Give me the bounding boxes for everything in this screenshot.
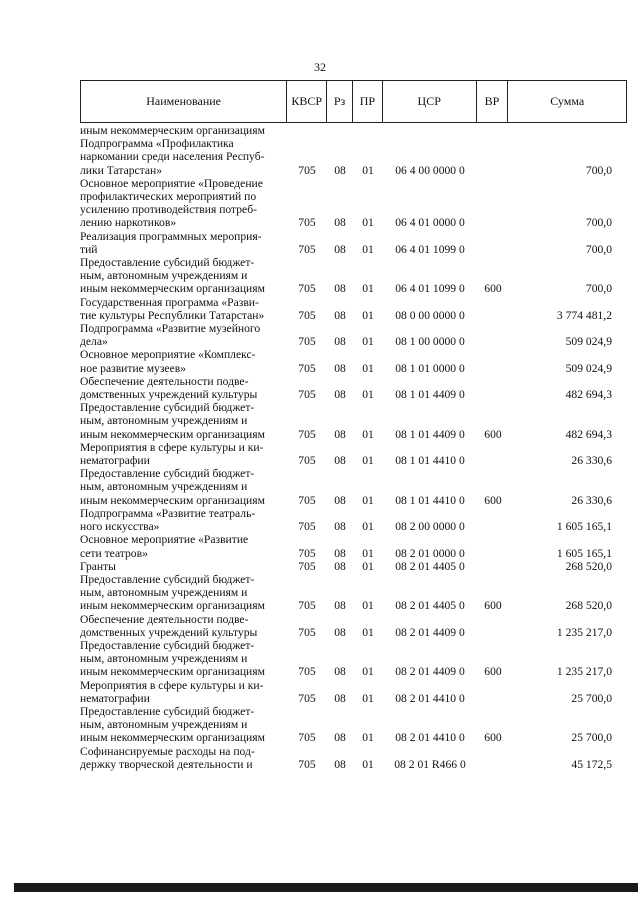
- row-kvsr: 705: [298, 520, 316, 534]
- row-name-line: иным некоммерческим организациям: [80, 427, 265, 441]
- row-name-line: иным некоммерческим организациям: [80, 282, 265, 296]
- row-kvsr: 705: [298, 361, 316, 375]
- row-csr: 08 2 01 4405 0: [395, 599, 465, 613]
- row-pr: 01: [362, 388, 374, 402]
- row-name-line: дела»: [80, 335, 108, 349]
- row-name: [80, 507, 287, 533]
- row-csr: 08 1 01 4410 0: [395, 454, 465, 468]
- row-name: [80, 467, 287, 507]
- table-row: [80, 256, 627, 296]
- row-pr: 01: [362, 546, 374, 560]
- row-csr: 08 1 01 0000 0: [395, 361, 465, 375]
- row-kvsr: 705: [298, 282, 316, 296]
- row-rz: 08: [334, 691, 346, 705]
- row-sum: 482 694,3: [565, 388, 612, 402]
- row-name-line: иным некоммерческим организациям: [80, 493, 265, 507]
- row-rz: 08: [334, 546, 346, 560]
- row-csr: 08 2 01 4410 0: [395, 731, 465, 745]
- row-name-line: ным, автономным учреждениям и: [80, 652, 248, 666]
- row-vr: 600: [484, 493, 502, 507]
- row-pr: 01: [362, 216, 374, 230]
- row-csr: 08 2 01 4405 0: [395, 559, 465, 573]
- table-row: [80, 441, 627, 467]
- row-rz: 08: [334, 163, 346, 177]
- row-sum: 25 700,0: [571, 691, 612, 705]
- row-name-line: домственных учреждений культуры: [80, 388, 258, 402]
- row-name: [80, 296, 287, 322]
- row-pr: 01: [362, 454, 374, 468]
- row-name: [80, 322, 287, 348]
- table-row: [80, 639, 627, 679]
- page-number: 32: [314, 60, 326, 74]
- row-name-line: Реализация программных мероприя-: [80, 229, 262, 243]
- row-rz: 08: [334, 216, 346, 230]
- row-name-line: Предоставление субсидий бюджет-: [80, 572, 255, 586]
- row-vr: 600: [484, 427, 502, 441]
- row-name-line: ным, автономным учреждениям и: [80, 586, 248, 600]
- row-name-line: Мероприятия в сфере культуры и ки-: [80, 440, 264, 454]
- row-sum: 268 520,0: [565, 599, 612, 613]
- row-kvsr: 705: [298, 625, 316, 639]
- header-csr: ЦСР: [383, 81, 477, 122]
- row-name-line: Обеспечение деятельности подве-: [80, 374, 249, 388]
- table-row: [80, 401, 627, 441]
- row-name-line: Мероприятия в сфере культуры и ки-: [80, 678, 264, 692]
- row-name-line: иным некоммерческим организациям: [80, 665, 265, 679]
- row-pr: 01: [362, 520, 374, 534]
- header-sum: Сумма: [550, 94, 585, 108]
- table-row: [80, 507, 627, 533]
- table-row: [80, 745, 627, 771]
- row-csr: 08 2 01 4409 0: [395, 625, 465, 639]
- row-pr: 01: [362, 242, 374, 256]
- row-name: [80, 573, 287, 613]
- row-name-line: Предоставление субсидий бюджет-: [80, 467, 255, 481]
- row-vr: 600: [484, 731, 502, 745]
- row-rz: 08: [334, 335, 346, 349]
- row-pr: 01: [362, 493, 374, 507]
- row-csr: 08 2 01 0000 0: [395, 546, 465, 560]
- row-name: [80, 256, 287, 296]
- table-row: [80, 322, 627, 348]
- row-kvsr: 705: [298, 335, 316, 349]
- row-name-line: ным, автономным учреждениям и: [80, 718, 248, 732]
- table-row: [80, 137, 627, 177]
- row-name-line: ным, автономным учреждениям и: [80, 414, 248, 428]
- row-kvsr: 705: [298, 731, 316, 745]
- row-sum: 26 330,6: [571, 493, 612, 507]
- table-row: [80, 679, 627, 705]
- row-rz: 08: [334, 242, 346, 256]
- row-name-line: усилению противодействия потреб-: [80, 203, 257, 217]
- row-name: [80, 613, 287, 639]
- table-row: [80, 560, 627, 573]
- row-pr: 01: [362, 308, 374, 322]
- row-name-line: наркомании среди населения Респуб-: [80, 150, 265, 164]
- row-vr: 600: [484, 665, 502, 679]
- row-name-line: Предоставление субсидий бюджет-: [80, 704, 255, 718]
- row-csr: 08 1 01 4409 0: [395, 388, 465, 402]
- row-csr: 08 1 01 4410 0: [395, 493, 465, 507]
- table-row: [80, 613, 627, 639]
- header-name: Наименование: [81, 81, 287, 122]
- row-name-line: нематографии: [80, 691, 150, 705]
- row-name-line: Обеспечение деятельности подве-: [80, 612, 249, 626]
- row-name-line: иным некоммерческим организациям: [80, 731, 265, 745]
- row-csr: 06 4 01 1099 0: [395, 282, 465, 296]
- row-rz: 08: [334, 599, 346, 613]
- table-row: [80, 230, 627, 256]
- row-kvsr: 705: [298, 216, 316, 230]
- row-sum: 700,0: [585, 163, 612, 177]
- row-sum: 268 520,0: [565, 559, 612, 573]
- table-header: [80, 80, 627, 123]
- row-name-line: домственных учреждений культуры: [80, 625, 258, 639]
- table-row: [80, 177, 627, 230]
- row-kvsr: 705: [298, 454, 316, 468]
- row-name-line: Софинансируемые расходы на под-: [80, 744, 255, 758]
- row-kvsr: 705: [298, 163, 316, 177]
- row-pr: 01: [362, 599, 374, 613]
- row-name-line: тие культуры Республики Татарстан»: [80, 308, 265, 322]
- row-kvsr: 705: [298, 388, 316, 402]
- row-pr: 01: [362, 691, 374, 705]
- row-rz: 08: [334, 665, 346, 679]
- table-row: [80, 348, 627, 374]
- row-rz: 08: [334, 427, 346, 441]
- row-rz: 08: [334, 282, 346, 296]
- table-row: [80, 705, 627, 745]
- row-rz: 08: [334, 731, 346, 745]
- row-vr: 600: [484, 282, 502, 296]
- row-name-line: Гранты: [80, 559, 116, 573]
- row-name-line: лению наркотиков»: [80, 216, 177, 230]
- row-sum: 26 330,6: [571, 454, 612, 468]
- table-body: [80, 124, 627, 771]
- header-rz: Рз: [327, 81, 353, 122]
- row-sum: 509 024,9: [565, 361, 612, 375]
- row-rz: 08: [334, 308, 346, 322]
- row-name-line: иным некоммерческим организациям: [80, 124, 265, 137]
- row-sum: 45 172,5: [571, 757, 612, 771]
- row-name-line: Подпрограмма «Развитие музейного: [80, 322, 261, 336]
- row-name-line: Предоставление субсидий бюджет-: [80, 256, 255, 270]
- scan-edge: [14, 883, 638, 892]
- row-rz: 08: [334, 493, 346, 507]
- row-name: [80, 560, 287, 573]
- table-row: [80, 573, 627, 613]
- row-name-line: ного искусства»: [80, 520, 160, 534]
- row-sum: 3 774 481,2: [556, 308, 612, 322]
- row-kvsr: 705: [298, 665, 316, 679]
- row-name-line: Предоставление субсидий бюджет-: [80, 401, 255, 415]
- row-csr: 08 1 00 0000 0: [395, 335, 465, 349]
- table-row: [80, 296, 627, 322]
- row-pr: 01: [362, 335, 374, 349]
- row-sum: 700,0: [585, 216, 612, 230]
- row-rz: 08: [334, 361, 346, 375]
- row-pr: 01: [362, 559, 374, 573]
- row-pr: 01: [362, 731, 374, 745]
- row-rz: 08: [334, 757, 346, 771]
- row-name: [80, 401, 287, 441]
- row-pr: 01: [362, 665, 374, 679]
- row-pr: 01: [362, 282, 374, 296]
- table-row: [80, 467, 627, 507]
- row-rz: 08: [334, 520, 346, 534]
- row-csr: 08 2 01 R466 0: [394, 757, 466, 771]
- row-sum: 1 235 217,0: [556, 665, 612, 679]
- row-rz: 08: [334, 625, 346, 639]
- row-csr: 08 2 00 0000 0: [395, 520, 465, 534]
- row-pr: 01: [362, 427, 374, 441]
- row-name-line: тий: [80, 242, 98, 256]
- row-kvsr: 705: [298, 308, 316, 322]
- row-pr: 01: [362, 163, 374, 177]
- row-name-line: Основное мероприятие «Комплекс-: [80, 348, 256, 362]
- row-name-line: иным некоммерческим организациям: [80, 599, 265, 613]
- row-csr: 08 2 01 4409 0: [395, 665, 465, 679]
- row-csr: 08 0 00 0000 0: [395, 308, 465, 322]
- row-name-line: ным, автономным учреждениям и: [80, 480, 248, 494]
- row-name-line: нематографии: [80, 454, 150, 468]
- row-name: [80, 348, 287, 374]
- row-name: [80, 533, 287, 559]
- row-name-line: ное развитие музеев»: [80, 361, 186, 375]
- row-name-line: лики Татарстан»: [80, 163, 163, 177]
- row-name-line: Государственная программа «Разви-: [80, 295, 259, 309]
- header-pr: ПР: [353, 81, 383, 122]
- row-name-line: держку творческой деятельности и: [80, 757, 253, 771]
- header-vr: ВР: [477, 81, 509, 122]
- row-sum: 1 605 165,1: [556, 546, 612, 560]
- row-name-line: ным, автономным учреждениям и: [80, 269, 248, 283]
- row-sum: 700,0: [585, 282, 612, 296]
- row-name-line: Предоставление субсидий бюджет-: [80, 638, 255, 652]
- row-name: [80, 375, 287, 401]
- row-name: [80, 124, 287, 137]
- row-kvsr: 705: [298, 599, 316, 613]
- row-csr: 06 4 01 1099 0: [395, 242, 465, 256]
- row-kvsr: 705: [298, 691, 316, 705]
- row-name-line: сети театров»: [80, 546, 148, 560]
- row-sum: 1 605 165,1: [556, 520, 612, 534]
- row-kvsr: 705: [298, 559, 316, 573]
- row-name: [80, 679, 287, 705]
- row-sum: 509 024,9: [565, 335, 612, 349]
- row-rz: 08: [334, 454, 346, 468]
- row-pr: 01: [362, 361, 374, 375]
- row-name-line: профилактических мероприятий по: [80, 190, 257, 204]
- row-pr: 01: [362, 757, 374, 771]
- row-name: [80, 705, 287, 745]
- table-row: [80, 124, 627, 137]
- row-name: [80, 230, 287, 256]
- header-kvsr: КВСР: [287, 81, 327, 122]
- row-name-line: Подпрограмма «Профилактика: [80, 137, 234, 151]
- row-csr: 08 1 01 4409 0: [395, 427, 465, 441]
- row-kvsr: 705: [298, 493, 316, 507]
- row-kvsr: 705: [298, 242, 316, 256]
- table-row: [80, 375, 627, 401]
- row-csr: 08 2 01 4410 0: [395, 691, 465, 705]
- row-name: [80, 441, 287, 467]
- row-name-line: Основное мероприятие «Развитие: [80, 533, 249, 547]
- row-pr: 01: [362, 625, 374, 639]
- row-rz: 08: [334, 388, 346, 402]
- row-sum: 1 235 217,0: [556, 625, 612, 639]
- row-kvsr: 705: [298, 546, 316, 560]
- row-kvsr: 705: [298, 427, 316, 441]
- row-name: [80, 639, 287, 679]
- row-sum: 482 694,3: [565, 427, 612, 441]
- table-row: [80, 533, 627, 559]
- row-csr: 06 4 01 0000 0: [395, 216, 465, 230]
- row-sum: 25 700,0: [571, 731, 612, 745]
- row-rz: 08: [334, 559, 346, 573]
- row-name: [80, 745, 287, 771]
- row-name: [80, 177, 287, 230]
- row-name: [80, 137, 287, 177]
- row-name-line: Основное мероприятие «Проведение: [80, 176, 263, 190]
- row-sum: 700,0: [585, 242, 612, 256]
- row-name-line: Подпрограмма «Развитие театраль-: [80, 506, 256, 520]
- row-csr: 06 4 00 0000 0: [395, 163, 465, 177]
- row-kvsr: 705: [298, 757, 316, 771]
- row-vr: 600: [484, 599, 502, 613]
